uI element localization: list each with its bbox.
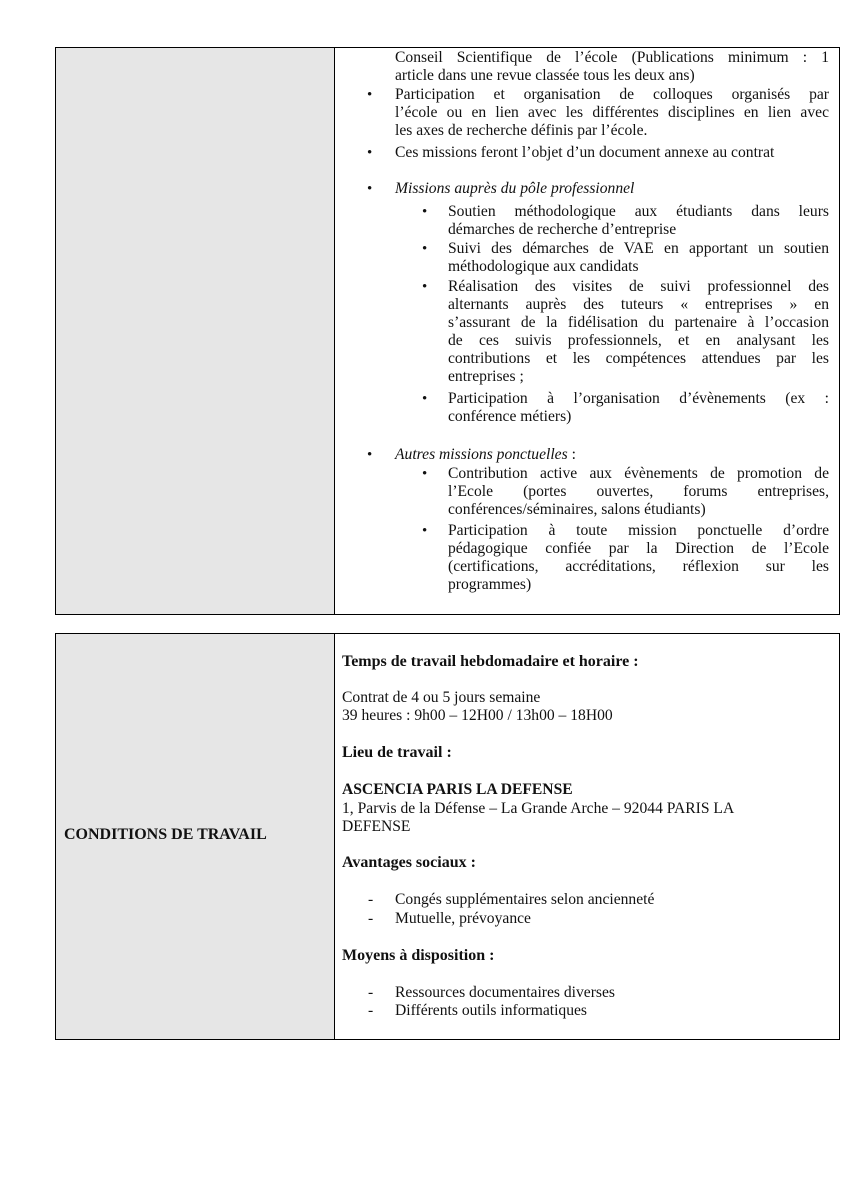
- section-heading-text: Autres missions ponctuelles: [395, 446, 568, 463]
- bullet-icon: •: [367, 181, 373, 197]
- dash-icon: -: [368, 891, 374, 908]
- missions-label-cell: [56, 48, 335, 614]
- text-line: Contribution active aux évènements de promotion de: [448, 465, 829, 482]
- text-line: article dans une revue classée tous les deux ans): [395, 67, 695, 84]
- bullet-icon: •: [422, 241, 428, 257]
- dash-icon: -: [368, 1002, 374, 1019]
- lieu-heading: Lieu de travail :: [342, 744, 452, 761]
- text-line: Ces missions feront l’objet d’un document annexe au contrat: [395, 144, 775, 161]
- text-line: s’assurant de la fidélisation du partenaire à l’occasion: [448, 314, 829, 331]
- text-line: les axes de recherche définis par l’école.: [395, 122, 648, 139]
- text-line: l’école ou en lien avec les différentes disciplines en lien avec: [395, 104, 829, 121]
- text-line: méthodologique aux candidats: [448, 258, 639, 275]
- text-line: Contrat de 4 ou 5 jours semaine: [342, 689, 541, 706]
- text-line: Soutien méthodologique aux étudiants dans leurs: [448, 203, 829, 220]
- temps-heading: Temps de travail hebdomadaire et horaire :: [342, 653, 639, 670]
- conditions-label-cell: [56, 634, 335, 1039]
- missions-table: [55, 47, 840, 615]
- bullet-icon: •: [367, 145, 373, 161]
- text-line: démarches de recherche d’entreprise: [448, 221, 677, 238]
- moyens-heading: Moyens à disposition :: [342, 947, 495, 964]
- text-line: programmes): [448, 576, 532, 593]
- text-line: 1, Parvis de la Défense – La Grande Arche – 92044 PARIS LA: [342, 800, 735, 817]
- section-heading: Missions auprès du pôle professionnel: [395, 180, 635, 197]
- text-line: Participation et organisation de colloques organisés par: [395, 86, 829, 103]
- list-item: Congés supplémentaires selon ancienneté: [395, 891, 655, 908]
- text-line: conférence métiers): [448, 408, 572, 425]
- bullet-icon: •: [367, 87, 373, 103]
- text-line: de ces suivis professionnels, et en analysant les: [448, 332, 829, 349]
- section-heading: [395, 446, 576, 465]
- missions-content-cell: [335, 48, 839, 614]
- bullet-icon: •: [422, 391, 428, 407]
- text-line: Conseil Scientifique de l’école (Publications minimum : 1: [395, 49, 829, 66]
- text-line: Participation à toute mission ponctuelle d’ordre: [448, 522, 829, 539]
- text-line: conférences/séminaires, salons étudiants): [448, 501, 706, 518]
- list-item: Différents outils informatiques: [395, 1002, 587, 1019]
- bullet-icon: •: [422, 279, 428, 295]
- conditions-table: [55, 633, 840, 1040]
- conditions-content-cell: [335, 634, 839, 1039]
- text-line: alternants auprès des tuteurs « entreprises » en: [448, 296, 829, 313]
- dash-icon: -: [368, 984, 374, 1001]
- bullet-icon: •: [367, 447, 373, 463]
- conditions-label: CONDITIONS DE TRAVAIL: [64, 826, 267, 843]
- bullet-icon: •: [422, 204, 428, 220]
- avantages-heading: Avantages sociaux :: [342, 854, 476, 871]
- text-line: Réalisation des visites de suivi professionnel des: [448, 278, 829, 295]
- lieu-name: ASCENCIA PARIS LA DEFENSE: [342, 781, 573, 798]
- text-line: (certifications, accréditations, réflexion sur les: [448, 558, 829, 575]
- text-line: 39 heures : 9h00 – 12H00 / 13h00 – 18H00: [342, 707, 613, 724]
- dash-icon: -: [368, 910, 374, 927]
- list-item: Mutuelle, prévoyance: [395, 910, 531, 927]
- section-heading-suffix: :: [567, 446, 576, 463]
- text-line: DEFENSE: [342, 818, 411, 835]
- text-line: pédagogique confiée par la Direction de l’Ecole: [448, 540, 829, 557]
- bullet-icon: •: [422, 523, 428, 539]
- text-line: entreprises ;: [448, 368, 524, 385]
- bullet-icon: •: [422, 466, 428, 482]
- list-item: Ressources documentaires diverses: [395, 984, 615, 1001]
- text-line: Participation à l’organisation d’évènements (ex :: [448, 390, 829, 407]
- text-line: Suivi des démarches de VAE en apportant un soutien: [448, 240, 829, 257]
- text-line: l’Ecole (portes ouvertes, forums entreprises,: [448, 483, 829, 500]
- text-line: contributions et les compétences attendues par les: [448, 350, 829, 367]
